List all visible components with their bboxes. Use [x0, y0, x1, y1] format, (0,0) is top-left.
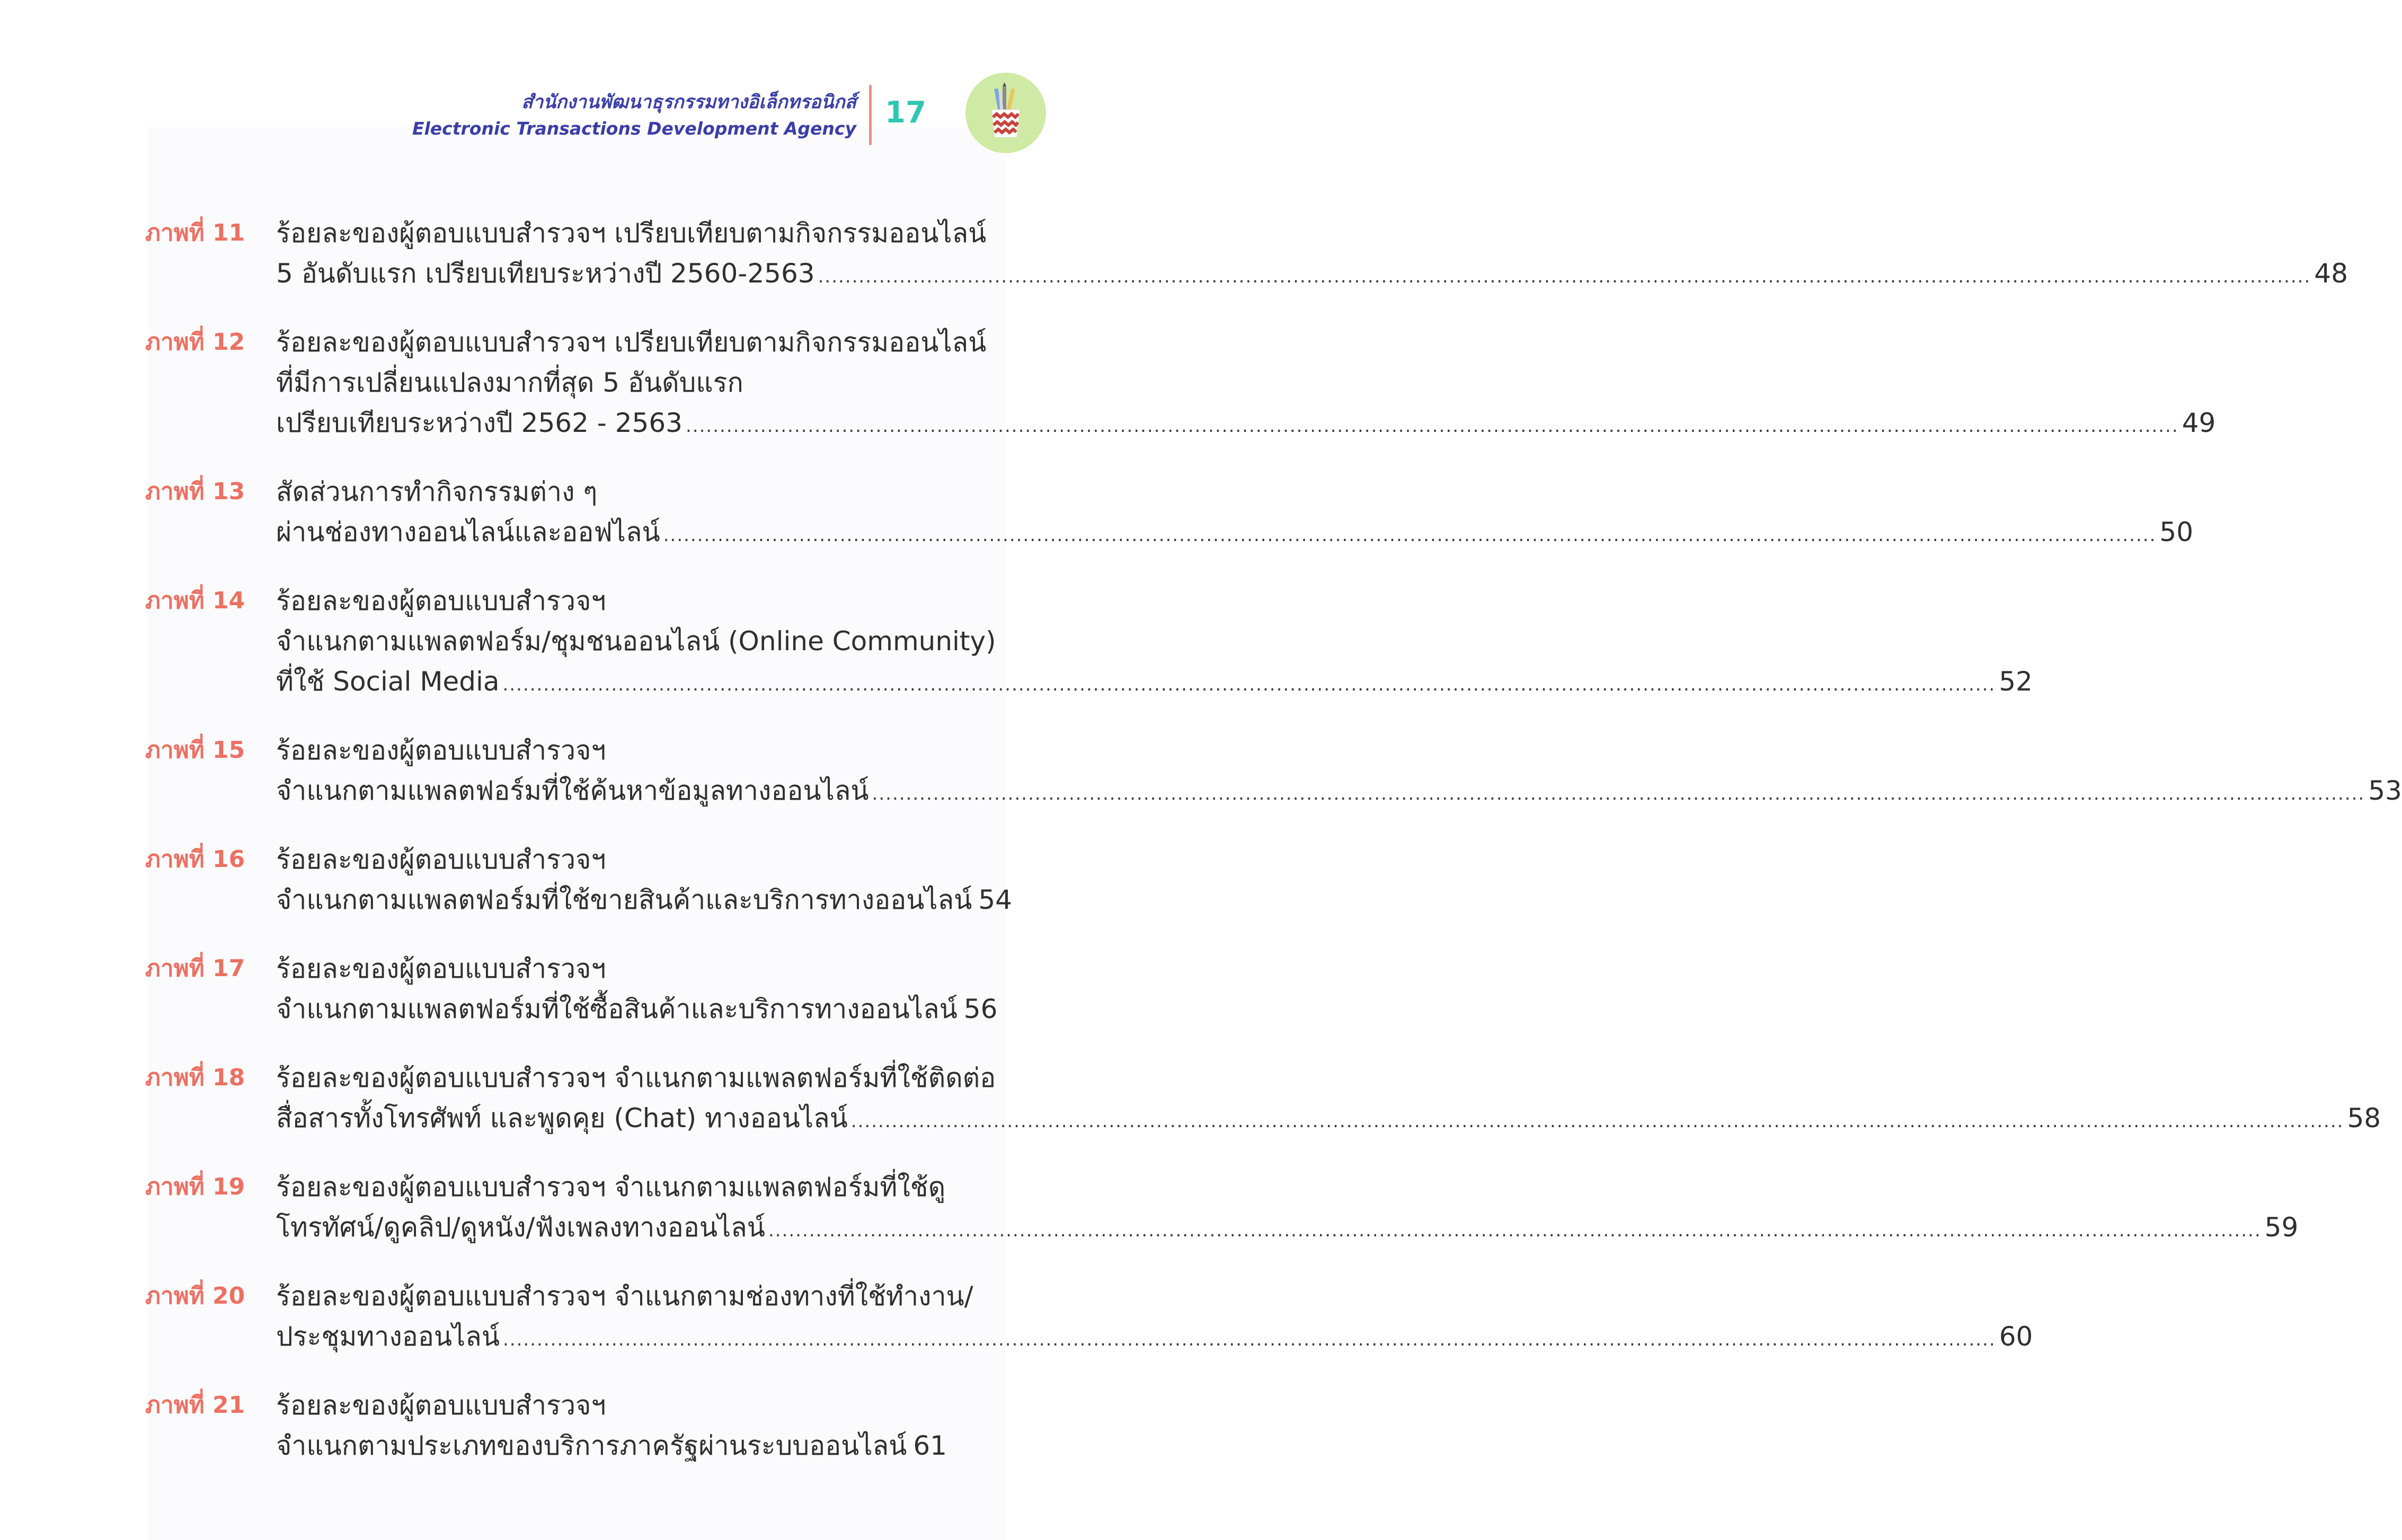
page-reference: 60	[1999, 1321, 2033, 1352]
caption-line: โทรทัศน์/ดูคลิป/ดูหนัง/ฟังเพลงทางออนไลน์	[276, 1212, 765, 1243]
caption-line: ร้อยละของผู้ตอบแบบสำรวจฯ เปรียบเทียบตามกิจกรรมออนไลน์	[276, 327, 987, 358]
caption-last-line	[276, 1098, 2381, 1141]
page-reference: 59	[2264, 1212, 2299, 1243]
dot-leader: ............................................................................................................................................................................................................................	[503, 1329, 1996, 1350]
header-divider	[869, 85, 872, 145]
figure-caption	[276, 472, 2194, 555]
caption-last-line	[276, 880, 1012, 923]
caption-line: ประชุมทางออนไลน์	[276, 1321, 500, 1352]
caption-line: ที่มีการเปลี่ยนแปลงมากที่สุด 5 อันดับแรก	[276, 367, 743, 398]
page-reference: 56	[963, 994, 998, 1024]
caption-line: สื่อสารทั้งโทรศัพท์ และพูดคุย (Chat) ทางออนไลน์	[276, 1103, 848, 1134]
figure-caption	[276, 1058, 2381, 1141]
figure-caption	[276, 322, 2216, 446]
figure-caption	[276, 1167, 2299, 1251]
caption-line: ร้อยละของผู้ตอบแบบสำรวจฯ จำแนกตามแพลตฟอร์มที่ใช้ดู	[276, 1172, 946, 1202]
page-reference: 49	[2182, 408, 2216, 438]
caption-last-line	[276, 403, 2216, 446]
pencil-cup-icon	[965, 73, 1046, 153]
caption-line: สัดส่วนการทำกิจกรรมต่าง ๆ	[276, 476, 598, 507]
page-reference: 52	[1999, 666, 2033, 697]
figure-label: ภาพที่ 20	[145, 1282, 245, 1309]
dot-leader: ............................................................................................................................................................................................................................	[768, 1220, 2262, 1241]
figure-caption	[276, 949, 998, 1032]
caption-last-line	[276, 771, 2402, 814]
organization-name-english: Electronic Transactions Development Agency	[412, 118, 856, 139]
page-reference: 53	[2368, 775, 2402, 806]
caption-line: ร้อยละของผู้ตอบแบบสำรวจฯ	[276, 1390, 606, 1421]
figure-caption	[276, 839, 1012, 923]
toc-entry	[145, 1058, 2381, 1141]
figure-label: ภาพที่ 17	[145, 955, 245, 982]
dot-leader: ............................................................................................................................................................................................................................	[872, 783, 2365, 804]
toc-entry	[145, 949, 998, 1032]
caption-line: 5 อันดับแรก เปรียบเทียบระหว่างปี 2560-2563	[276, 258, 815, 289]
caption-last-line	[276, 989, 998, 1032]
toc-entry	[145, 1276, 2033, 1360]
toc-entry	[145, 730, 2402, 814]
figure-label: ภาพที่ 12	[145, 329, 245, 356]
caption-last-line	[276, 1207, 2299, 1251]
caption-line: ผ่านช่องทางออนไลน์และออฟไลน์	[276, 517, 660, 547]
figure-caption	[276, 730, 2402, 814]
caption-last-line	[276, 661, 2033, 705]
caption-line: ร้อยละของผู้ตอบแบบสำรวจฯ จำแนกตามแพลตฟอร์มที่ใช้ติดต่อ	[276, 1063, 996, 1093]
caption-line: จำแนกตามแพลตฟอร์มที่ใช้ซื้อสินค้าและบริการทางออนไลน์	[276, 994, 958, 1024]
caption-line: ร้อยละของผู้ตอบแบบสำรวจฯ	[276, 844, 606, 875]
figure-caption	[276, 581, 2033, 705]
caption-line: ร้อยละของผู้ตอบแบบสำรวจฯ เปรียบเทียบตามกิจกรรมออนไลน์	[276, 218, 987, 249]
dot-leader: ............................................................................................................................................................................................................................	[663, 525, 2157, 546]
page-reference: 61	[913, 1430, 947, 1461]
figure-label: ภาพที่ 15	[145, 737, 245, 764]
page-number: 17	[885, 95, 926, 130]
figure-caption	[276, 213, 2348, 297]
caption-line: ร้อยละของผู้ตอบแบบสำรวจฯ	[276, 735, 606, 766]
figure-label: ภาพที่ 14	[145, 587, 245, 614]
figure-label: ภาพที่ 21	[145, 1392, 245, 1419]
caption-line: จำแนกตามแพลตฟอร์มที่ใช้ขายสินค้าและบริการทางออนไลน์	[276, 884, 972, 915]
caption-last-line	[276, 512, 2194, 555]
figure-caption	[276, 1385, 947, 1469]
toc-entry	[145, 839, 1012, 923]
page-reference: 50	[2159, 517, 2194, 547]
toc-entry	[145, 322, 2216, 446]
page-reference: 54	[978, 884, 1012, 915]
figure-label: ภาพที่ 16	[145, 846, 245, 873]
figure-label: ภาพที่ 13	[145, 478, 245, 505]
dot-leader: ............................................................................................................................................................................................................................	[686, 415, 2179, 437]
caption-line: ร้อยละของผู้ตอบแบบสำรวจฯ	[276, 953, 606, 984]
figure-label: ภาพที่ 19	[145, 1173, 245, 1200]
caption-line: จำแนกตามแพลตฟอร์ม/ชุมชนออนไลน์ (Online Community)	[276, 626, 996, 657]
caption-line: ร้อยละของผู้ตอบแบบสำรวจฯ จำแนกตามช่องทางที่ใช้ทำงาน/	[276, 1281, 973, 1312]
organization-name-thai: สำนักงานพัฒนาธุรกรรมทางอิเล็กทรอนิกส์	[521, 92, 856, 113]
toc-entry	[145, 581, 2033, 705]
caption-line: จำแนกตามประเภทของบริการภาครัฐผ่านระบบออนไลน์	[276, 1430, 907, 1461]
dot-leader: ............................................................................................................................................................................................................................	[502, 674, 1996, 695]
toc-entry	[145, 213, 2348, 297]
toc-entry	[145, 1167, 2299, 1251]
caption-last-line	[276, 1426, 947, 1469]
caption-line: ร้อยละของผู้ตอบแบบสำรวจฯ	[276, 586, 606, 616]
caption-last-line	[276, 253, 2348, 297]
toc-entry	[145, 1385, 947, 1469]
dot-leader: ............................................................................................................................................................................................................................	[850, 1111, 2344, 1132]
organization-name	[412, 90, 856, 141]
caption-line: ที่ใช้ Social Media	[276, 666, 500, 697]
caption-last-line	[276, 1316, 2033, 1360]
figure-label: ภาพที่ 11	[145, 219, 245, 246]
page-header	[0, 0, 1085, 159]
page-reference: 48	[2314, 258, 2348, 289]
toc-entry	[145, 472, 2194, 555]
figure-caption	[276, 1276, 2033, 1360]
figure-label: ภาพที่ 18	[145, 1064, 245, 1091]
caption-line: เปรียบเทียบระหว่างปี 2562 - 2563	[276, 408, 683, 438]
figure-list	[145, 213, 2402, 1494]
caption-line: จำแนกตามแพลตฟอร์มที่ใช้ค้นหาข้อมูลทางออนไลน์	[276, 775, 869, 806]
page-reference: 58	[2347, 1103, 2381, 1134]
dot-leader: ............................................................................................................................................................................................................................	[818, 266, 2311, 287]
